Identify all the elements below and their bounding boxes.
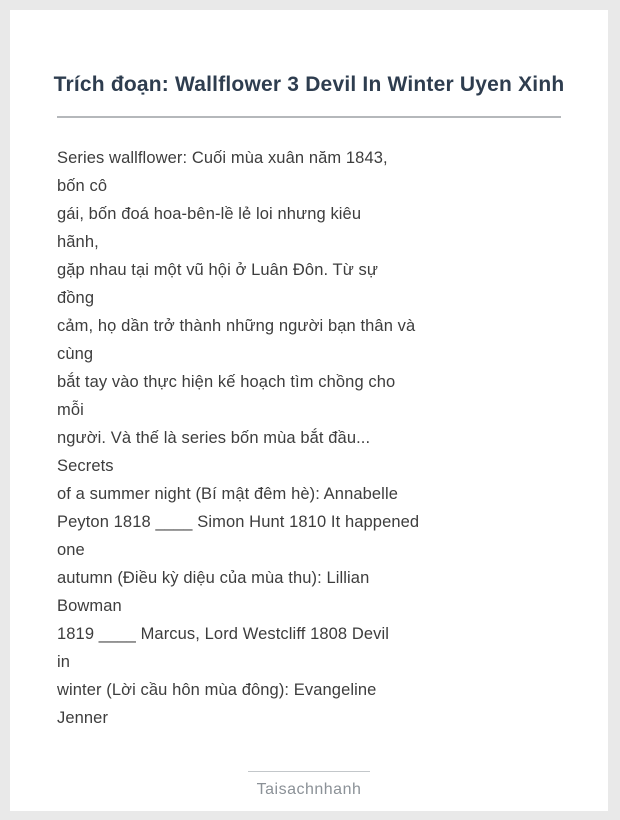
- body-text: [57, 144, 561, 732]
- document-card: [10, 10, 608, 811]
- text-line: người. Và thế là series bốn mùa bắt đầu...: [57, 429, 371, 447]
- page-footer: [10, 771, 608, 801]
- text-line: bắt tay vào thực hiện kế hoạch tìm chồng cho: [57, 373, 396, 391]
- title-divider: [57, 116, 561, 118]
- text-line: one: [57, 541, 85, 559]
- text-line: Jenner: [57, 709, 109, 727]
- page-title: Trích đoạn: Wallflower 3 Devil In Winter Uyen Xinh: [53, 73, 565, 96]
- text-line: đồng: [57, 289, 95, 307]
- text-line: mỗi: [57, 401, 84, 419]
- text-line: of a summer night (Bí mật đêm hè): Annabelle: [57, 485, 398, 503]
- text-line: Secrets: [57, 457, 114, 475]
- text-line: in: [57, 653, 71, 671]
- text-line: 1819 ____ Marcus, Lord Westcliff 1808 Devil: [57, 625, 390, 643]
- text-line: winter (Lời cầu hôn mùa đông): Evangeline: [57, 681, 377, 699]
- text-line: gái, bốn đoá hoa-bên-lề lẻ loi nhưng kiêu: [57, 205, 362, 223]
- footer-divider: [248, 771, 370, 772]
- text-line: cảm, họ dần trở thành những người bạn thân và: [57, 317, 416, 335]
- text-line: cùng: [57, 345, 94, 363]
- text-line: Peyton 1818 ____ Simon Hunt 1810 It happened: [57, 513, 420, 531]
- footer-brand: Taisachnhanh: [256, 781, 362, 798]
- text-line: autumn (Điều kỳ diệu của mùa thu): Lillian: [57, 569, 370, 587]
- text-line: Series wallflower: Cuối mùa xuân năm 1843,: [57, 149, 388, 167]
- text-line: bốn cô: [57, 177, 108, 195]
- text-line: Bowman: [57, 597, 122, 615]
- text-line: gặp nhau tại một vũ hội ở Luân Đôn. Từ sự: [57, 261, 379, 279]
- text-line: hãnh,: [57, 233, 99, 251]
